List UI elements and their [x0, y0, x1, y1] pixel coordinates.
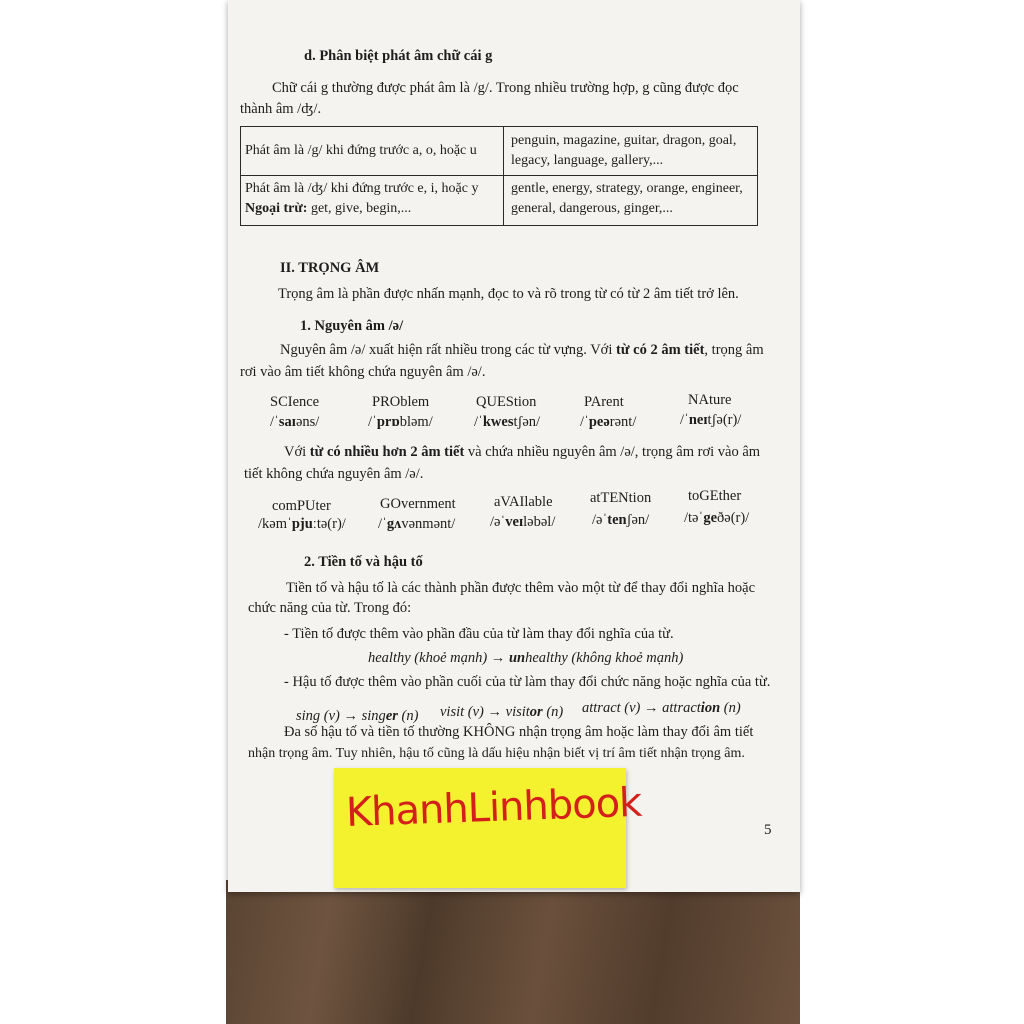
- ipa-segment: əns/: [295, 414, 320, 430]
- subsection-1-p2-line1: [284, 442, 760, 462]
- row2-exception: [245, 199, 411, 219]
- text-segment: (n): [397, 708, 419, 724]
- ipa-segment: /ˈ: [368, 414, 377, 430]
- ipa-segment: rənt/: [609, 414, 637, 430]
- book-page: [228, 0, 800, 892]
- table-row: [241, 127, 757, 176]
- bold-segment: ion: [700, 700, 721, 716]
- bold-segment: er: [385, 708, 398, 724]
- ipa-segment: /ˈ: [270, 414, 279, 430]
- example-word: PArent: [584, 394, 624, 410]
- row2-examples-line1: gentle, energy, strategy, orange, engineer,: [511, 181, 743, 196]
- ipa-segment: /ˈ: [474, 414, 483, 430]
- subsection-1-p1-line1: [280, 340, 764, 360]
- ipa-segment: ləbəl/: [523, 514, 556, 530]
- example-word: toGEther: [688, 488, 742, 504]
- ipa-segment: vənmənt/: [401, 516, 456, 532]
- subsection-2-p1-line2: chức năng của từ. Trong đó:: [248, 600, 412, 616]
- section-ii-heading: II. TRỌNG ÂM: [280, 260, 380, 276]
- example-word: comPUter: [272, 498, 331, 514]
- row1-examples-line2: legacy, language, gallery,...: [511, 153, 664, 168]
- text-segment: sing (v) → sing: [296, 708, 386, 724]
- subsection-1-p2-line2: tiết không chứa nguyên âm /ə/.: [244, 466, 424, 482]
- ipa-segment: /əˈ: [592, 512, 608, 528]
- example-word: NAture: [688, 392, 732, 408]
- ipa-stress: prɒ: [376, 414, 400, 430]
- background-left: [0, 0, 226, 1024]
- exception-words: get, give, begin,...: [307, 201, 412, 216]
- row2-examples-line2: general, dangerous, ginger,...: [511, 201, 673, 216]
- bold-segment: từ có nhiều hơn 2 âm tiết: [309, 444, 465, 460]
- ipa-segment: ðə(r)/: [717, 510, 750, 526]
- text-segment: và chứa nhiều nguyên âm /ə/, trọng âm rơi vào âm: [464, 444, 761, 460]
- text-segment: (n): [542, 704, 564, 720]
- watermark-sticker: [334, 768, 643, 888]
- example-ipa: [368, 412, 433, 432]
- section-d-paragraph-line2: thành âm /ʤ/.: [240, 101, 322, 117]
- ipa-stress: saɪ: [278, 414, 296, 430]
- prefix-bullet: - Tiền tố được thêm vào phần đầu của từ làm thay đổi nghĩa của từ.: [284, 626, 674, 642]
- bold-segment: or: [529, 704, 543, 720]
- subsection-1-p1-line2: rơi vào âm tiết không chứa nguyên âm /ə/.: [240, 364, 486, 380]
- ipa-stress: gʌ: [386, 516, 402, 532]
- example-ipa: [258, 514, 346, 534]
- example-word: QUEStion: [476, 394, 537, 410]
- table-row: [241, 175, 757, 225]
- text-segment: , trọng âm: [704, 342, 764, 358]
- ipa-stress: ten: [607, 512, 627, 528]
- row1-examples-line1: penguin, magazine, guitar, dragon, goal,: [511, 133, 737, 148]
- ipa-segment: /əˈ: [490, 514, 506, 530]
- section-d-heading: d. Phân biệt phát âm chữ cái g: [304, 48, 493, 64]
- suffix-bullet: - Hậu tố được thêm vào phần cuối của từ làm thay đổi chức năng hoặc nghĩa của từ.: [284, 674, 771, 690]
- ipa-segment: /ˈ: [580, 414, 589, 430]
- example-word: PROblem: [372, 394, 430, 410]
- subsection-2-p2-line1: Đa số hậu tố và tiền tố thường KHÔNG nhận trọng âm hoặc làm thay đổi âm tiết: [284, 724, 754, 740]
- subsection-2-p1-line1: Tiền tố và hậu tố là các thành phần được thêm vào một từ để thay đổi nghĩa hoặc: [286, 580, 756, 596]
- example-ipa: [378, 514, 455, 534]
- example-ipa: [580, 412, 636, 432]
- text-segment: Với: [284, 444, 310, 460]
- background-right: [800, 0, 1024, 1024]
- ipa-stress: veɪ: [505, 514, 524, 530]
- example-ipa: [592, 510, 649, 530]
- exception-label: Ngoại trừ:: [245, 201, 308, 216]
- ipa-segment: /kəmˈ: [258, 516, 292, 532]
- ipa-segment: /ˈ: [378, 516, 387, 532]
- example-ipa: [684, 508, 749, 528]
- example-word: atTENtion: [590, 490, 652, 506]
- example-word: SCIence: [270, 394, 320, 410]
- prefix-example: [368, 648, 683, 668]
- subsection-2-heading: 2. Tiền tố và hậu tố: [304, 554, 423, 570]
- text-segment: attract (v) → attract: [582, 700, 701, 716]
- suffix-example: [582, 698, 741, 718]
- text-segment: Nguyên âm /ə/ xuất hiện rất nhiều trong các từ vựng. Với: [280, 342, 616, 358]
- section-ii-intro: Trọng âm là phần được nhấn mạnh, đọc to và rõ trong từ có từ 2 âm tiết trở lên.: [278, 286, 739, 302]
- text-segment: healthy (không khoẻ mạnh): [525, 650, 684, 666]
- bold-segment: un: [508, 650, 526, 666]
- text-segment: healthy (khoẻ mạnh) →: [368, 650, 509, 666]
- ipa-stress: neɪ: [688, 412, 708, 428]
- example-ipa: [490, 512, 555, 532]
- text-segment: (n): [720, 700, 741, 716]
- example-ipa: [474, 412, 540, 432]
- ipa-segment: tʃə(r)/: [707, 412, 742, 428]
- ipa-stress: kwes: [482, 414, 514, 430]
- ipa-segment: tʃən/: [513, 414, 541, 430]
- row1-rule: Phát âm là /g/ khi đứng trước a, o, hoặc u: [245, 143, 477, 158]
- ipa-segment: tə(r)/: [316, 516, 346, 532]
- g-pronunciation-table: [240, 126, 758, 226]
- bold-segment: từ có 2 âm tiết: [616, 342, 705, 358]
- suffix-example: [440, 702, 563, 722]
- example-word: aVAIlable: [494, 494, 553, 510]
- ipa-stress: ge: [703, 510, 718, 526]
- subsection-1-heading: 1. Nguyên âm /ə/: [300, 318, 404, 334]
- ipa-stress: pjuː: [291, 516, 317, 532]
- wooden-floor: [226, 880, 800, 1024]
- example-word: GOvernment: [380, 496, 456, 512]
- text-segment: visit (v) → visit: [440, 704, 530, 720]
- example-ipa: [680, 410, 741, 430]
- section-d-paragraph-line1: Chữ cái g thường được phát âm là /g/. Trong nhiều trường hợp, g cũng được đọc: [272, 80, 739, 96]
- subsection-2-p2-line2: nhận trọng âm. Tuy nhiên, hậu tố cũng là dấu hiệu nhận biết vị trí âm tiết nhận trọng âm.: [248, 746, 745, 761]
- example-ipa: [270, 412, 319, 432]
- page-number: 5: [764, 822, 772, 838]
- ipa-segment: /ˈ: [680, 412, 689, 428]
- ipa-segment: ʃən/: [626, 512, 650, 528]
- sticker-logo-text: KhanhLinhbook: [345, 779, 643, 836]
- ipa-segment: bləm/: [399, 414, 433, 430]
- row2-rule: Phát âm là /ʤ/ khi đứng trước e, i, hoặc y: [245, 181, 479, 196]
- ipa-segment: /təˈ: [684, 510, 704, 526]
- ipa-stress: peə: [588, 414, 610, 430]
